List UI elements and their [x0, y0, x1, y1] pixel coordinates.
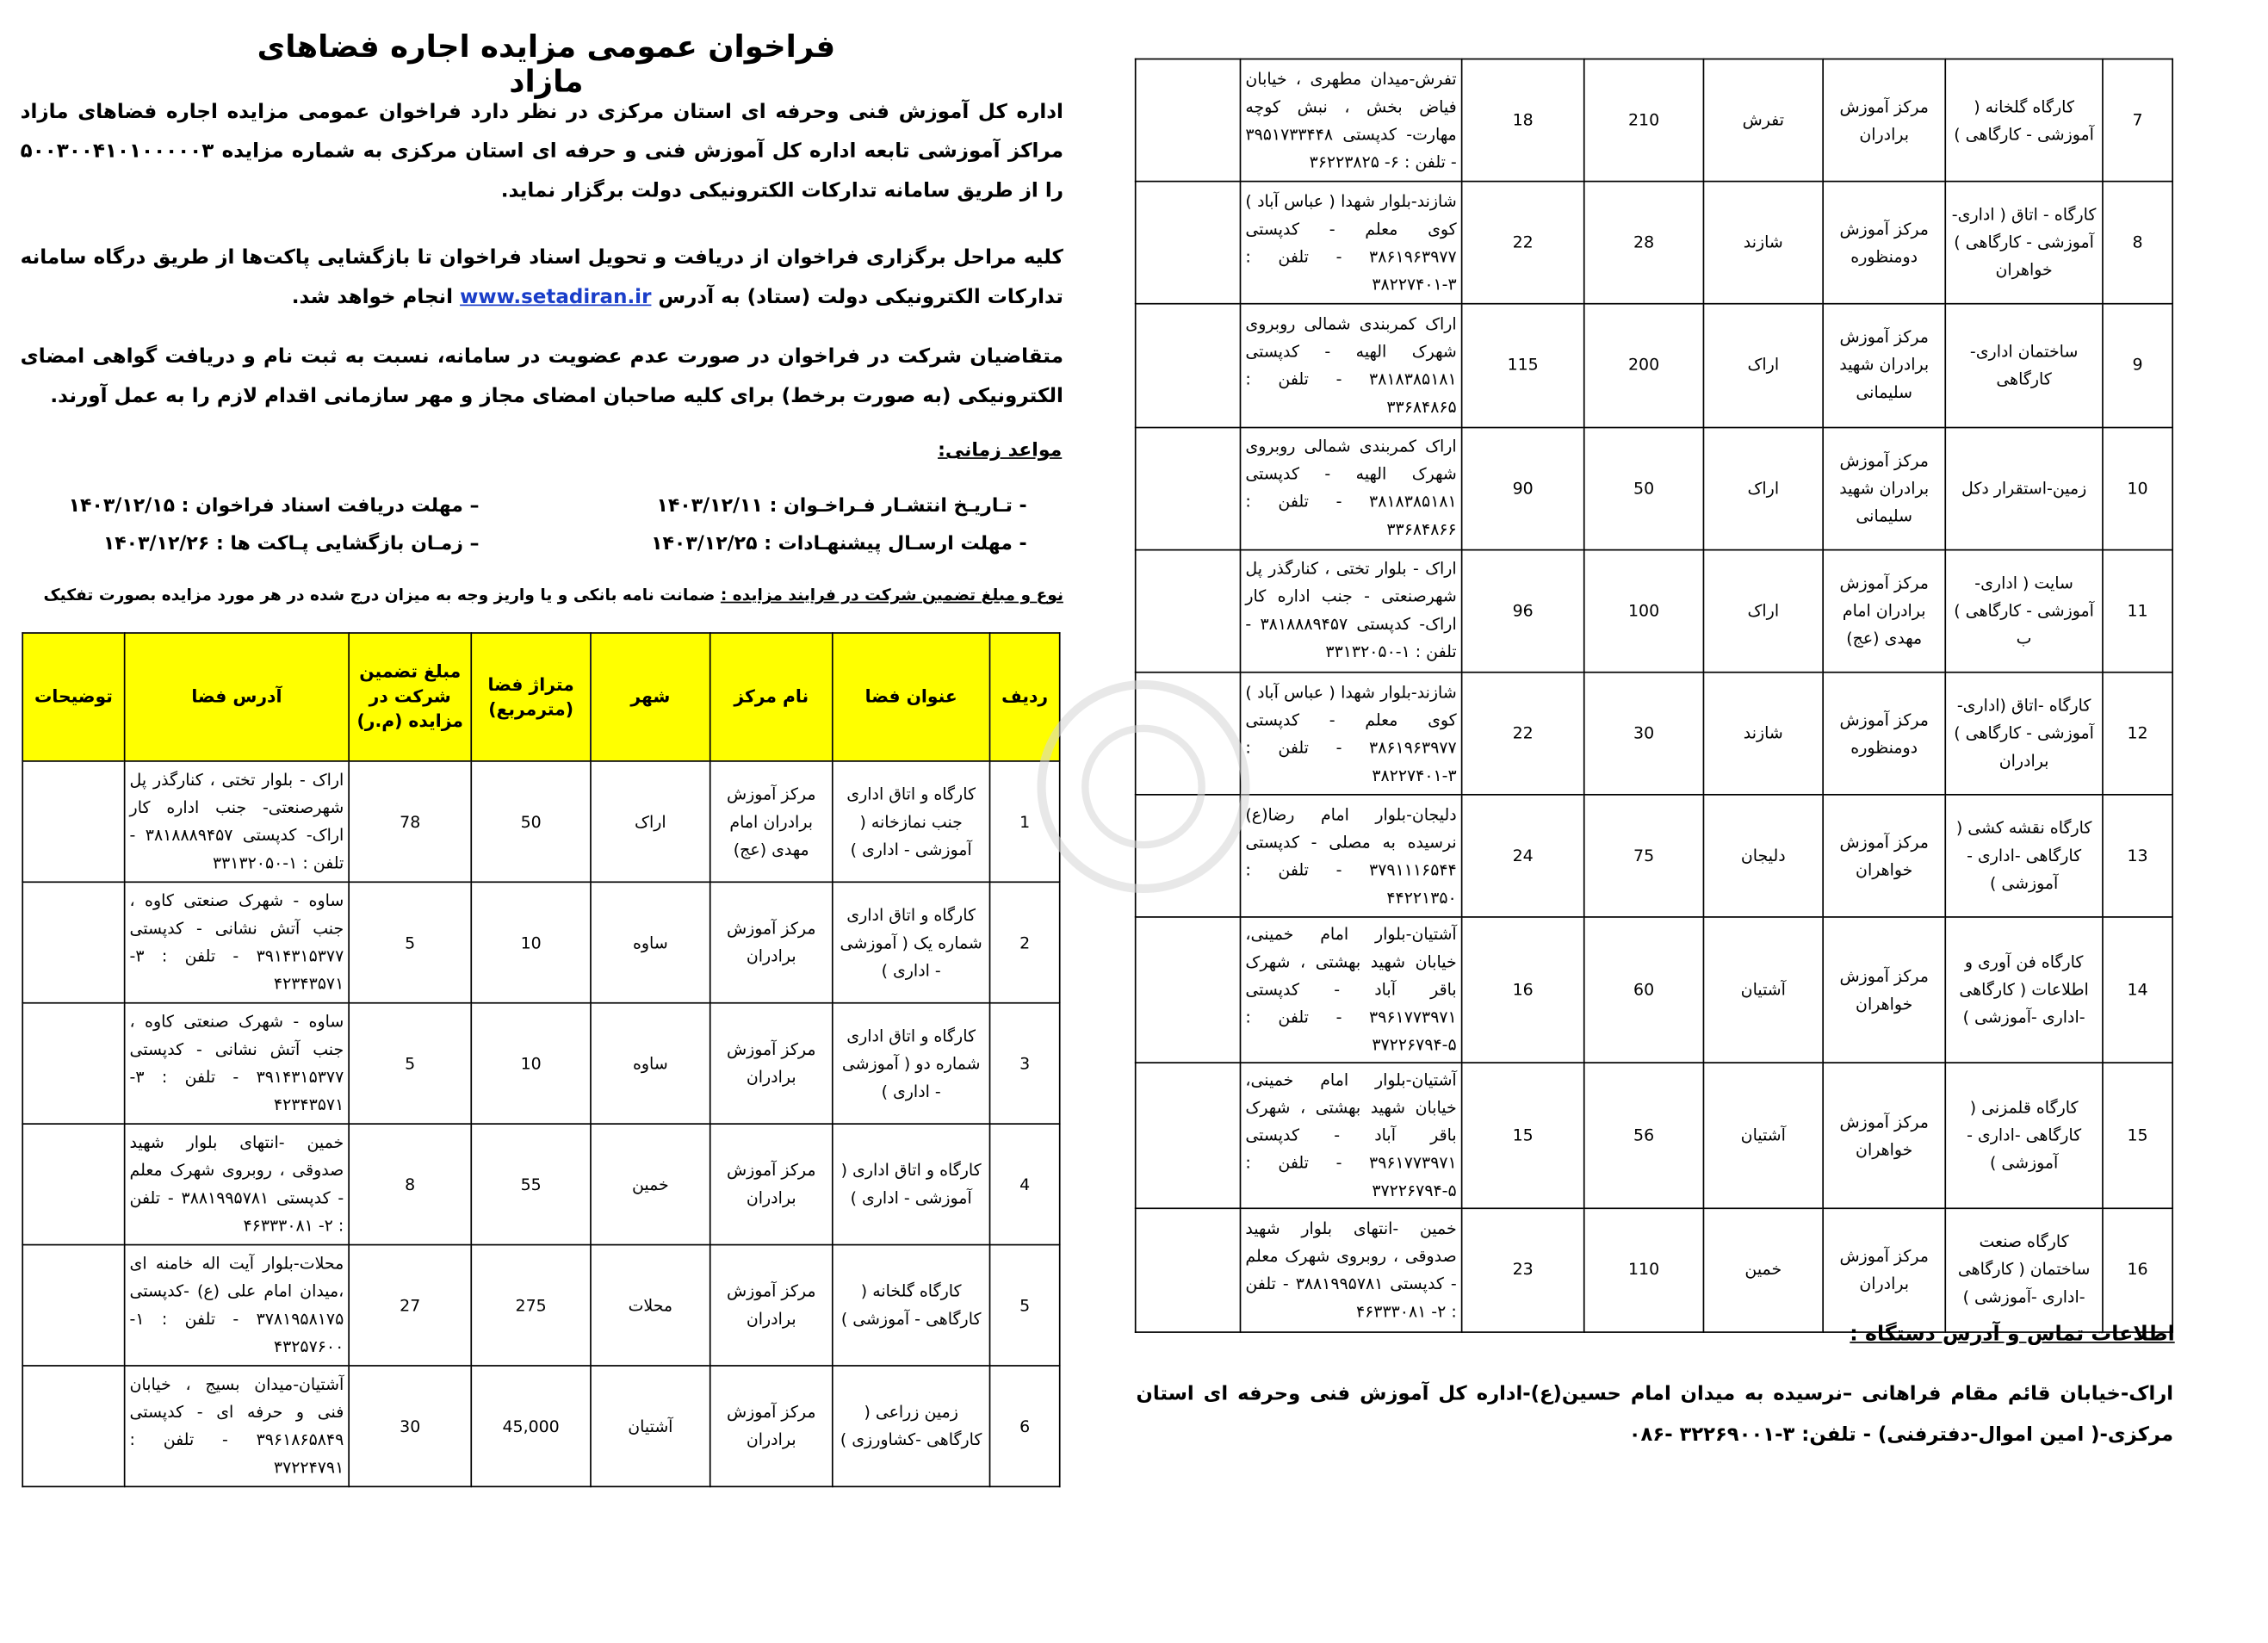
table-row	[1136, 59, 2172, 182]
city-cell: آشتیان	[591, 1366, 710, 1486]
table-row	[22, 1124, 1059, 1244]
area-cell: 75	[1584, 795, 1704, 917]
guarantee-cell: 8	[349, 1124, 471, 1244]
row-number-cell: 8	[2103, 182, 2172, 304]
area-cell: 200	[1584, 304, 1704, 426]
table-row	[22, 761, 1059, 882]
process-text: کلیه مراحل برگزاری فراخوان از دریافت و تحویل اسناد فراخوان تا بازگشایی پاکت‌ها از طریق درگاه سامانه تدارکات الکترونیکی دولت (ستاد) به آدرس	[20, 245, 1063, 309]
notes-cell	[1136, 673, 1241, 795]
notes-cell	[1136, 795, 1241, 917]
row-number-cell: 1	[990, 761, 1060, 882]
schedule-docs-deadline: – مهلت دریافت اسناد فراخوان : ۱۴۰۳/۱۲/۱۵	[68, 495, 480, 518]
row-number-cell: 3	[990, 1003, 1060, 1124]
address-cell: خمین -انتهای بلوار شهید صدوقی ، روبروی شهرک معلم - کدپستی ۳۸۸۱۹۹۵۷۸۱ - تلفن : ۲- ۴۶۳۳۳۰۸۱	[125, 1124, 350, 1244]
city-cell: اراک	[1703, 304, 1823, 426]
guarantee-cell: 27	[349, 1245, 471, 1366]
address-cell: اراک - بلوار تختی ، کنارگذر پل شهرصنعتی - جنب اداره کار اراک- کدپستی ۳۸۱۸۸۸۹۴۵۷ - تلفن : ۱-۳۳۱۳۲۰۵۰	[1240, 549, 1461, 672]
space-title-cell: کارگاه و اتاق اداری شماره یک ( آموزشی - اداری )	[833, 882, 990, 1002]
table-body-left	[22, 761, 1059, 1486]
address-cell: دلیجان-بلوار امام رضا(ع) نرسیده به مصلی - کدپستی ۳۷۹۱۱۱۶۵۴۴ - تلفن : ۴۴۲۲۱۳۵۰	[1240, 795, 1461, 917]
address-cell: آشتیان-بلوار امام خمینی، خیابان شهید بهشتی ، شهرک باقر آباد - کدپستی ۳۹۶۱۷۷۳۹۷۱ - تلفن : ۵-۳۷۲۲۶۷۹۴	[1240, 1063, 1461, 1209]
address-cell: شازند-بلوار شهدا ( عباس آباد ) کوی معلم - کدپستی ۳۸۶۱۹۶۳۹۷۷ - تلفن : ۳-۳۸۲۲۷۴۰۱	[1240, 182, 1461, 304]
notes-cell	[1136, 427, 1241, 549]
center-name-cell: مرکز آموزش برادران	[710, 1245, 833, 1366]
table-row	[1136, 549, 2172, 672]
address-cell: اراک کمربندی شمالی روبروی شهرک الهیه - کدپستی ۳۸۱۸۳۸۵۱۸۱ - تلفن : ۳۳۶۸۴۸۶۵	[1240, 304, 1461, 426]
notes-cell	[1136, 549, 1241, 672]
center-name-cell: مرکز آموزش برادران	[710, 1003, 833, 1124]
guarantee-cell: 96	[1462, 549, 1584, 672]
guarantee-cell: 5	[349, 1003, 471, 1124]
registration-paragraph: متقاضیان شرکت در فراخوان در صورت عدم عضویت در سامانه، نسبت به ثبت نام و دریافت گواهی امضای الکترونیکی (به صورت برخط) برای کلیه صاحبان امضای مجاز و مهر سازمانی اقدام لازم را به عمل آورند.	[20, 344, 1063, 408]
table-row	[1136, 427, 2172, 549]
center-name-cell: مرکز آموزش برادران	[710, 1124, 833, 1244]
city-cell: تفرش	[1703, 59, 1823, 182]
space-title-cell: کارگاه و اتاق اداری شماره دو ( آموزشی - اداری )	[833, 1003, 990, 1124]
area-cell: 10	[471, 1003, 591, 1124]
center-name-cell: مرکز آموزش دومنظوره	[1823, 182, 1945, 304]
city-cell: دلیجان	[1703, 795, 1823, 917]
guarantee-cell: 24	[1462, 795, 1584, 917]
notes-cell	[1136, 1063, 1241, 1209]
table-row	[1136, 182, 2172, 304]
address-cell: خمین -انتهای بلوار شهید صدوقی ، روبروی شهرک معلم - کدپستی ۳۸۸۱۹۹۵۷۸۱ - تلفن : ۲- ۴۶۳۳۳۰۸۱	[1240, 1209, 1461, 1331]
area-cell: 50	[471, 761, 591, 882]
header-title: عنوان فضا	[833, 633, 990, 761]
area-cell: 45,000	[471, 1366, 591, 1486]
header-address: آدرس فضا	[125, 633, 350, 761]
header-center: نام مرکز	[710, 633, 833, 761]
city-cell: آشتیان	[1703, 917, 1823, 1063]
area-cell: 275	[471, 1245, 591, 1366]
guarantee-note-label: نوع و مبلغ تضمین شرکت در فرایند مزایده :	[720, 586, 1063, 605]
center-name-cell: مرکز آموزش برادران	[1823, 1209, 1945, 1331]
address-cell: شازند-بلوار شهدا ( عباس آباد ) کوی معلم - کدپستی ۳۸۶۱۹۶۳۹۷۷ - تلفن : ۳-۳۸۲۲۷۴۰۱	[1240, 673, 1461, 795]
header-area: متراژ فضا (مترمربع)	[471, 633, 591, 761]
row-number-cell: 6	[990, 1366, 1060, 1486]
guarantee-note-text: ضمانت نامه بانکی و یا واریز وجه به میزان درج شده در هر مورد مزایده بصورت تفکیک	[43, 586, 716, 605]
table-row	[1136, 917, 2172, 1063]
notes-cell	[22, 882, 124, 1002]
area-cell: 10	[471, 882, 591, 1002]
row-number-cell: 10	[2103, 427, 2172, 549]
table-row	[22, 1245, 1059, 1366]
space-title-cell: ساختمان اداری- کارگاهی	[1945, 304, 2103, 426]
guarantee-note	[21, 586, 1063, 604]
guarantee-cell: 16	[1462, 917, 1584, 1063]
area-cell: 56	[1584, 1063, 1704, 1209]
city-cell: شازند	[1703, 673, 1823, 795]
space-title-cell: کارگاه گلخانه ( آموزشی - کارگاهی )	[1945, 59, 2103, 182]
row-number-cell: 4	[990, 1124, 1060, 1244]
city-cell: ساوه	[591, 882, 710, 1002]
area-cell: 30	[1584, 673, 1704, 795]
schedule-publish: - تـاریـخ انتشـار فـراخـوان : ۱۴۰۳/۱۲/۱۱	[656, 495, 1027, 518]
row-number-cell: 11	[2103, 549, 2172, 672]
notes-cell	[1136, 1209, 1241, 1331]
city-cell: اراک	[1703, 427, 1823, 549]
city-cell: خمین	[591, 1124, 710, 1244]
row-number-cell: 9	[2103, 304, 2172, 426]
area-cell: 110	[1584, 1209, 1704, 1331]
space-title-cell: کارگاه و اتاق اداری جنب نمازخانه ( آموزشی - اداری )	[833, 761, 990, 882]
space-title-cell: کارگاه صنعت ساختمان ( کارگاهی -اداری -آموزشی )	[1945, 1209, 2103, 1331]
address-cell: اراک - بلوار تختی ، کنارگذر پل شهرصنعتی- جنب اداره کار اراک- کدپستی ۳۸۱۸۸۸۹۴۵۷ - تلفن : ۱-۳۳۱۳۲۰۵۰	[125, 761, 350, 882]
notes-cell	[1136, 304, 1241, 426]
contact-address: اراک-خیابان قائم مقام فراهانی –نرسیده به میدان امام حسین(ع)-اداره کل آموزش فنی وحرفه ای استان مرکزی-( امین اموال-دفترفنی) - تلفن: ۳-۳۲۲۶۹۰۰۱ -۰۸۶	[1136, 1384, 2174, 1447]
row-number-cell: 7	[2103, 59, 2172, 182]
guarantee-cell: 5	[349, 882, 471, 1002]
header-row-number: ردیف	[990, 633, 1060, 761]
space-title-cell: کارگاه فن آوری و اطلاعات ( کارگاهی -اداری -آموزشی )	[1945, 917, 2103, 1063]
row-number-cell: 15	[2103, 1063, 2172, 1209]
area-cell: 55	[471, 1124, 591, 1244]
center-name-cell: مرکز آموزش دومنظوره	[1823, 673, 1945, 795]
table-row	[1136, 1209, 2172, 1331]
area-cell: 210	[1584, 59, 1704, 182]
city-cell: آشتیان	[1703, 1063, 1823, 1209]
center-name-cell: مرکز آموزش برادران شهید سلیمانی	[1823, 304, 1945, 426]
table-row	[1136, 795, 2172, 917]
row-number-cell: 12	[2103, 673, 2172, 795]
notes-cell	[22, 761, 124, 882]
table-body-right	[1136, 59, 2172, 1332]
center-name-cell: مرکز آموزش برادران امام مهدی (عج)	[1823, 549, 1945, 672]
header-guarantee: مبلغ تضمین شرکت در مزایده (م.ر)	[349, 633, 471, 761]
center-name-cell: مرکز آموزش خواهران	[1823, 1063, 1945, 1209]
space-title-cell: زمین-استقرار دکل	[1945, 427, 2103, 549]
notes-cell	[1136, 917, 1241, 1063]
space-title-cell: کارگاه و اتاق اداری ( آموزشی - اداری )	[833, 1124, 990, 1244]
notes-cell	[22, 1124, 124, 1244]
table-header-row	[22, 633, 1059, 761]
document-title: فراخوان عمومی مزایده اجاره فضاهای مازاد	[257, 28, 836, 100]
table-row	[22, 1003, 1059, 1124]
table-row	[22, 882, 1059, 1002]
row-number-cell: 14	[2103, 917, 2172, 1063]
space-title-cell: سایت ( اداری- آموزشی - کارگاهی ) ب	[1945, 549, 2103, 672]
table-row	[1136, 304, 2172, 426]
notes-cell	[1136, 182, 1241, 304]
intro-paragraph: اداره کل آموزش فنی وحرفه ای استان مرکزی در نظر دارد فراخوان عمومی مزایده اجاره فضاهای مازاد مراکز آموزشی تابعه اداره کل آموزش فنی و حرفه ای استان مرکزی به شماره مزایده ۵۰۰۳۰۰۴۱۰۱۰۰۰۰۰۳ را از طریق سامانه تدارکات الکترونیکی دولت برگزار نماید.	[20, 100, 1063, 203]
address-cell: ساوه - شهرک صنعتی کاوه ، جنب آتش نشانی - کدپستی ۳۹۱۴۳۱۵۳۷۷ - تلفن : ۳- ۴۲۳۴۳۵۷۱	[125, 882, 350, 1002]
schedule-heading: مواعد زمانی:	[938, 439, 1063, 462]
center-name-cell: مرکز آموزش برادران	[710, 882, 833, 1002]
notes-cell	[22, 1003, 124, 1124]
city-cell: ساوه	[591, 1003, 710, 1124]
city-cell: خمین	[1703, 1209, 1823, 1331]
address-cell: تفرش-میدان مطهری ، خیابان فیاض بخش ، نبش کوچه مهارت- کدپستی ۳۹۵۱۷۳۳۴۴۸ - تلفن : ۶- ۳۶۲۲۳۸۲۵	[1240, 59, 1461, 182]
guarantee-cell: 18	[1462, 59, 1584, 182]
space-title-cell: کارگاه - اتاق ( اداری- آموزشی - کارگاهی ) خواهران	[1945, 182, 2103, 304]
contact-heading: اطلاعات تماس و آدرس دستگاه :	[1850, 1323, 2175, 1347]
address-cell: آشتیان-بلوار امام خمینی، خیابان شهید بهشتی ، شهرک باقر آباد - کدپستی ۳۹۶۱۷۷۳۹۷۱ - تلفن : ۵-۳۷۲۲۶۷۹۴	[1240, 917, 1461, 1063]
area-cell: 50	[1584, 427, 1704, 549]
process-text-end: انجام خواهد شد.	[291, 285, 454, 309]
address-cell: محلات-بلوار آیت اله خامنه ای ،میدان امام علی (ع) -کدپستی ۳۷۸۱۹۵۸۱۷۵ - تلفن : ۱- ۴۳۲۵۷۶۰۰	[125, 1245, 350, 1366]
schedule-submit: - مهلت ارسـال پیشنهـادات : ۱۴۰۳/۱۲/۲۵	[651, 533, 1027, 555]
guarantee-cell: 22	[1462, 673, 1584, 795]
guarantee-cell: 115	[1462, 304, 1584, 426]
row-number-cell: 16	[2103, 1209, 2172, 1331]
space-title-cell: کارگاه نقشه کشی ( کارگاهی -اداری - آموزشی )	[1945, 795, 2103, 917]
city-cell: محلات	[591, 1245, 710, 1366]
address-cell: ساوه - شهرک صنعتی کاوه ، جنب آتش نشانی - کدپستی ۳۹۱۴۳۱۵۳۷۷ - تلفن : ۳- ۴۲۳۴۳۵۷۱	[125, 1003, 350, 1124]
header-city: شهر	[591, 633, 710, 761]
table-row	[22, 1366, 1059, 1486]
space-title-cell: زمین زراعی ( کارگاهی -کشاورزی )	[833, 1366, 990, 1486]
guarantee-cell: 78	[349, 761, 471, 882]
address-cell: آشتیان-میدان بسیج ، خیابان فنی و حرفه ای - کدپستی ۳۹۶۱۸۶۵۸۴۹ - تلفن : ۳۷۲۲۴۷۹۱	[125, 1366, 350, 1486]
row-number-cell: 5	[990, 1245, 1060, 1366]
city-cell: اراک	[1703, 549, 1823, 672]
guarantee-cell: 90	[1462, 427, 1584, 549]
table-row	[1136, 1063, 2172, 1209]
address-cell: اراک کمربندی شمالی روبروی شهرک الهیه - کدپستی ۳۸۱۸۳۸۵۱۸۱ - تلفن : ۳۳۶۸۴۸۶۶	[1240, 427, 1461, 549]
guarantee-cell: 30	[349, 1366, 471, 1486]
notes-cell	[22, 1366, 124, 1486]
row-number-cell: 13	[2103, 795, 2172, 917]
header-notes: توضیحات	[22, 633, 124, 761]
schedule-opening: – زمـان بازگشایی پـاکت ها : ۱۴۰۳/۱۲/۲۶	[102, 533, 480, 555]
area-cell: 28	[1584, 182, 1704, 304]
city-cell: اراک	[591, 761, 710, 882]
spaces-table-right	[1135, 59, 2173, 1332]
row-number-cell: 2	[990, 882, 1060, 1002]
notes-cell	[1136, 59, 1241, 182]
area-cell: 100	[1584, 549, 1704, 672]
center-name-cell: مرکز آموزش برادران	[1823, 59, 1945, 182]
setadiran-link[interactable]: www.setadiran.ir	[460, 285, 652, 309]
space-title-cell: کارگاه -اتاق (اداری- آموزشی - کارگاهی ) برادران	[1945, 673, 2103, 795]
notes-cell	[22, 1245, 124, 1366]
center-name-cell: مرکز آموزش خواهران	[1823, 795, 1945, 917]
space-title-cell: کارگاه قلمزنی ( کارگاهی -اداری - آموزشی )	[1945, 1063, 2103, 1209]
space-title-cell: کارگاه گلخانه ( کارگاهی - آموزشی )	[833, 1245, 990, 1366]
guarantee-cell: 22	[1462, 182, 1584, 304]
area-cell: 60	[1584, 917, 1704, 1063]
table-row	[1136, 673, 2172, 795]
center-name-cell: مرکز آموزش برادران امام مهدی (عج)	[710, 761, 833, 882]
city-cell: شازند	[1703, 182, 1823, 304]
spaces-table-left	[22, 632, 1060, 1487]
center-name-cell: مرکز آموزش خواهران	[1823, 917, 1945, 1063]
guarantee-cell: 23	[1462, 1209, 1584, 1331]
center-name-cell: مرکز آموزش برادران	[710, 1366, 833, 1486]
guarantee-cell: 15	[1462, 1063, 1584, 1209]
process-paragraph	[21, 239, 1063, 317]
center-name-cell: مرکز آموزش برادران شهید سلیمانی	[1823, 427, 1945, 549]
